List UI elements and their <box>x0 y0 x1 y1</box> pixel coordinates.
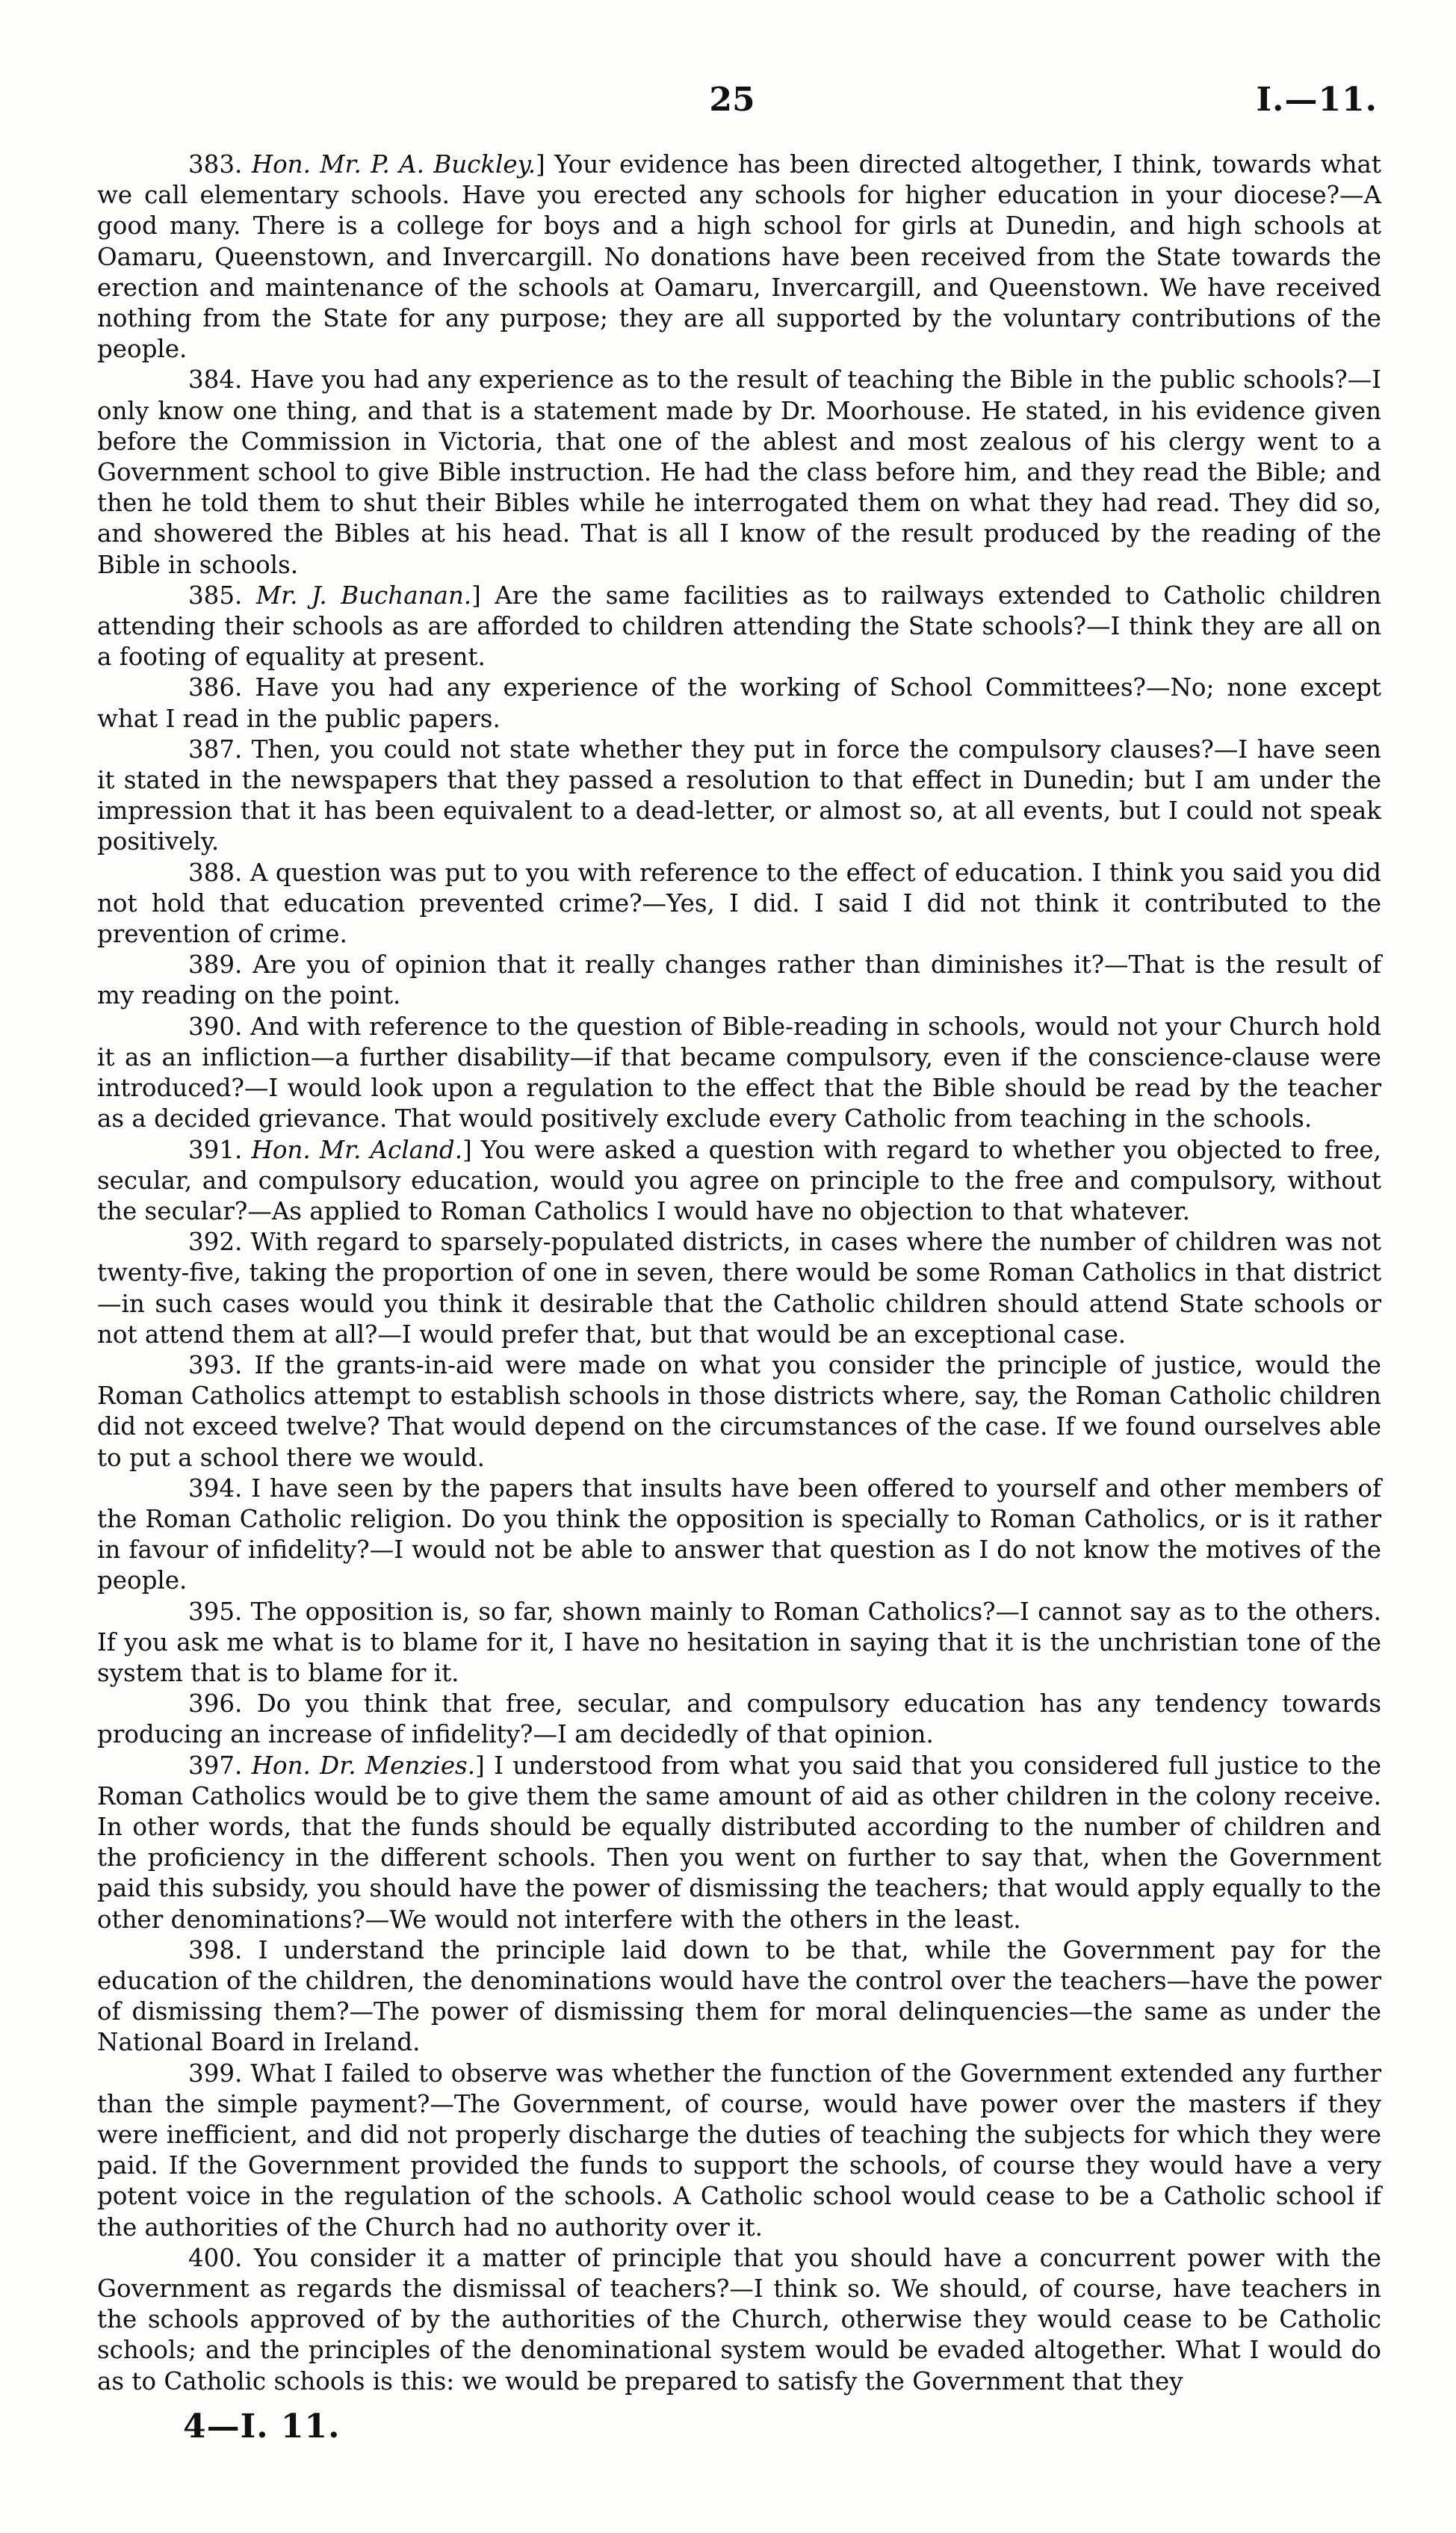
question-number: 386. <box>188 673 255 702</box>
question-answer-text: A question was put to you with reference to the effect of education. I think you said you did not hold that education prevented crime?—Yes, I did. I said I did not think it contributed to the prevention of crime. <box>97 858 1381 949</box>
question-number: 395. <box>188 1597 251 1626</box>
question-answer-text: Then, you could not state whether they put in force the compulsory clauses?—I have seen it stated in the newspapers that they passed a resolution to that effect in Dunedin; but I am under the impression that it has been equivalent to a dead-letter, or almost so, at all events, but I could not speak positively. <box>97 734 1381 856</box>
evidence-paragraph <box>97 1350 1381 1473</box>
question-answer-text: I have seen by the papers that insults have been offered to yourself and other members of the Roman Catholic religion. Do you think the opposition is specially to Roman Catholics, or is it rather in favour of infidelity?—I would not be able to answer that question as I do not know the motives of the people. <box>97 1473 1381 1595</box>
question-answer-text: ] Are the same facilities as to railways extended to Catholic children attending their schools as are afforded to children attending the State schools?—I think they are all on a footing of equality at present. <box>97 581 1381 672</box>
question-answer-text: ] Your evidence has been directed altogether, I think, towards what we call elementary schools. Have you erected any schools for higher education in your diocese?—A good many. There is a college for boys and a high school for girls at Dunedin, and high schools at Oamaru, Queenstown, and Invercargill. No donations have been received from the State towards the erection and maintenance of the schools at Oamaru, Invercargill, and Queenstown. We have received nothing from the State for any purpose; they are all supported by the voluntary contributions of the people. <box>97 150 1381 364</box>
question-answer-text: Are you of opinion that it really changes rather than diminishes it?—That is the result of my reading on the point. <box>97 950 1381 1010</box>
evidence-paragraph <box>97 858 1381 950</box>
evidence-paragraph <box>97 1751 1381 1935</box>
question-number: 393. <box>188 1350 255 1379</box>
evidence-paragraph <box>97 1689 1381 1750</box>
question-answer-text: And with reference to the question of Bible-reading in schools, would not your Church hold it as an infliction—a further disability—if that became compulsory, even if the conscience-clause were introduced?—I would look upon a regulation to the effect that the Bible should be read by the teacher as a decided grievance. That would positively exclude every Catholic from teaching in the schools. <box>97 1012 1381 1133</box>
question-answer-text: ] I understood from what you said that you considered full justice to the Roman Catholics would be to give them the same amount of aid as other children in the colony receive. In other words, that the funds should be equally distributed according to the number of children and the proficiency in the different schools. Then you went on further to say that, when the Government paid this subsidy, you should have the power of dismissing the teachers; that would apply equally to the other denominations?—We would not interfere with the others in the least. <box>97 1751 1381 1934</box>
question-number: 387. <box>188 734 252 764</box>
evidence-paragraph <box>97 734 1381 858</box>
page-header <box>0 81 1456 126</box>
speaker-name: Mr. J. Buchanan. <box>255 581 472 610</box>
question-answer-text: Have you had any experience of the working of School Committees?—No; none except what I read in the public papers. <box>97 673 1381 733</box>
question-answer-text: Do you think that free, secular, and compulsory education has any tendency towards producing an increase of infidelity?—I am decidedly of that opinion. <box>97 1689 1381 1749</box>
question-number: 391. <box>188 1135 252 1164</box>
question-number: 400. <box>188 2243 254 2272</box>
question-number: 383. <box>188 150 252 179</box>
evidence-paragraph <box>97 1473 1381 1597</box>
question-number: 396. <box>188 1689 257 1719</box>
paper-reference: I.—11. <box>1256 81 1378 119</box>
question-number: 399. <box>188 2059 251 2088</box>
evidence-paragraph <box>97 2243 1381 2397</box>
page-number: 25 <box>709 81 755 119</box>
question-number: 392. <box>188 1228 251 1257</box>
evidence-body <box>97 149 1381 2397</box>
question-answer-text: With regard to sparsely-populated districts, in cases where the number of children was not twenty-five, taking the proportion of one in seven, there would be some Roman Catholics in that district—in such cases would you think it desirable that the Catholic children should attend State schools or not attend them at all?—I would prefer that, but that would be an exceptional case. <box>97 1228 1381 1349</box>
evidence-paragraph <box>97 1935 1381 2059</box>
question-answer-text: You consider it a matter of principle that you should have a concurrent power with the Government as regards the dismissal of teachers?—I think so. We should, of course, have teachers in the schools approved of by the authorities of the Church, otherwise they would cease to be Catholic schools; and the principles of the denominational system would be evaded altogether. What I would do as to Catholic schools is this: we would be prepared to satisfy the Government that they <box>97 2243 1381 2396</box>
evidence-paragraph <box>97 149 1381 365</box>
question-number: 389. <box>188 950 253 980</box>
evidence-paragraph <box>97 1597 1381 1689</box>
evidence-paragraph <box>97 950 1381 1011</box>
question-answer-text: The opposition is, so far, shown mainly to Roman Catholics?—I cannot say as to the others. If you ask me what is to blame for it, I have no hesitation in saying that it is the unchristian tone of the system that is to blame for it. <box>97 1597 1382 1687</box>
question-number: 385. <box>188 581 256 610</box>
question-answer-text: ] You were asked a question with regard to whether you objected to free, secular, and compulsory education, would you agree on principle to the free and compulsory, without the secular?—As applied to Roman Catholics I would have no objection to that whatever. <box>97 1135 1382 1225</box>
question-number: 388. <box>188 858 250 887</box>
speaker-name: Hon. Dr. Menzies. <box>251 1751 476 1780</box>
question-answer-text: Have you had any experience as to the result of teaching the Bible in the public schools?—I only know one thing, and that is a statement made by Dr. Moorhouse. He stated, in his evidence given before the Commission in Victoria, that one of the ablest and most zealous of his clergy went to a Government school to give Bible instruction. He had the class before him, and they read the Bible; and then he told them to shut their Bibles while he interrogated them on what they had read. They did so, and showered the Bibles at his head. That is all I know of the result produced by the reading of the Bible in schools. <box>97 365 1381 579</box>
question-number: 390. <box>188 1012 251 1041</box>
speaker-name: Hon. Mr. P. A. Buckley. <box>251 150 536 179</box>
evidence-paragraph <box>97 2059 1381 2243</box>
question-number: 397. <box>188 1751 252 1780</box>
question-number: 384. <box>188 365 250 395</box>
evidence-paragraph <box>97 581 1381 673</box>
evidence-paragraph <box>97 672 1381 734</box>
evidence-paragraph <box>97 365 1381 580</box>
question-answer-text: I understand the principle laid down to be that, while the Government pay for the education of the children, the denominations would have the control over the teachers—have the power of dismissing them?—The power of dismissing them for moral delinquencies—the same as under the National Board in Ireland. <box>97 1935 1381 2057</box>
question-number: 398. <box>188 1935 258 1964</box>
question-answer-text: If the grants-in-aid were made on what you consider the principle of justice, would the Roman Catholics attempt to establish schools in those districts where, say, the Roman Catholic children did not exceed twelve? That would depend on the circumstances of the case. If we found ourselves able to put a school there we would. <box>97 1350 1381 1472</box>
evidence-paragraph <box>97 1135 1381 1228</box>
evidence-paragraph <box>97 1012 1381 1135</box>
evidence-paragraph <box>97 1227 1381 1350</box>
printer-signature: 4—I. 11. <box>183 2407 341 2446</box>
question-number: 394. <box>188 1473 252 1503</box>
question-answer-text: What I failed to observe was whether the function of the Government extended any further than the simple payment?—The Government, of course, would have power over the masters if they were inefficient, and did not properly discharge the duties of teaching the subjects for which they were paid. If the Government provided the funds to support the schools, of course they would have a very potent voice in the regulation of the schools. A Catholic school would cease to be a Catholic school if the authorities of the Church had no authority over it. <box>97 2059 1381 2242</box>
speaker-name: Hon. Mr. Acland. <box>251 1135 463 1164</box>
